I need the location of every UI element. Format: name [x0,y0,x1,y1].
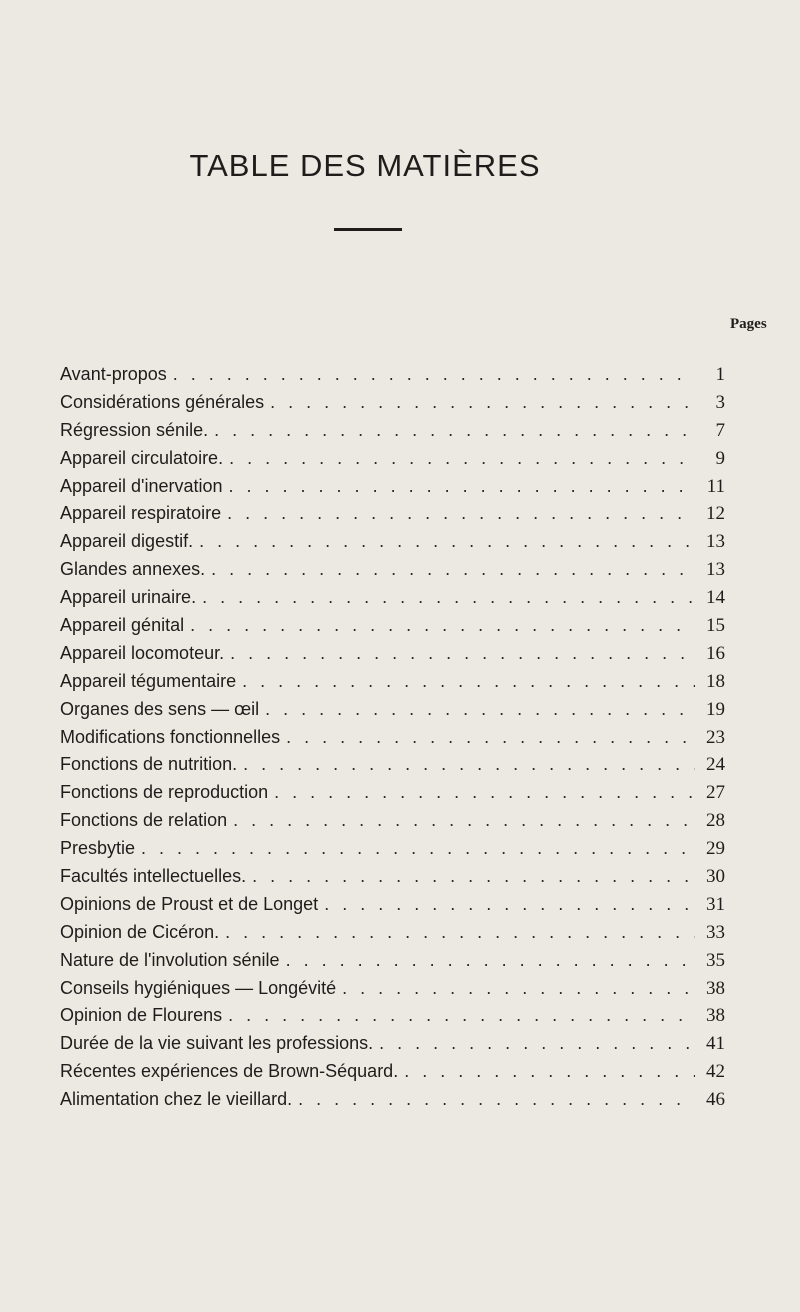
dot-leader [229,476,695,497]
toc-entry-page: 1 [715,364,725,385]
toc-entry-page: 33 [706,921,725,943]
toc-entry-title: Modifications fonctionnelles [60,726,281,747]
toc-entry [60,559,725,587]
dot-leader [225,922,695,943]
toc-entry [60,782,725,810]
toc-entry-title: Opinion de Cicéron. [60,921,220,942]
toc-entry-title: Durée de la vie suivant les professions. [60,1033,374,1054]
toc-entry-page: 3 [715,391,725,413]
toc-entry [60,1061,725,1089]
toc-entry [60,727,725,755]
dot-leader [265,699,695,720]
dot-leader [252,866,695,887]
dot-leader [227,503,695,524]
toc-entry-page: 46 [706,1089,725,1111]
dot-leader [190,615,695,636]
toc-entry-page: 31 [706,893,725,915]
toc-entry-title: Considérations générales [60,391,265,412]
toc-entry-title: Glandes annexes. [60,559,206,580]
dot-leader [202,587,695,608]
toc-entry [60,810,725,838]
toc-entry [60,476,725,504]
toc-entry-page: 16 [706,642,725,664]
toc-entry-title: Alimentation chez le vieillard. [60,1089,293,1110]
toc-entry-title: Régression sénile. [60,419,209,440]
toc-entry-page: 42 [706,1061,725,1083]
toc-entry [60,364,725,392]
dot-leader [173,364,695,385]
toc-entry [60,531,725,559]
toc-entry [60,950,725,978]
toc-entry [60,587,725,615]
toc-entry [60,420,725,448]
toc-entry [60,699,725,727]
dot-leader [242,671,695,692]
toc-entry-page: 11 [706,475,725,497]
page-title: TABLE DES MATIÈRES [189,148,541,183]
toc-entry [60,922,725,950]
toc-entry-title: Avant-propos [60,364,167,384]
dot-leader [243,754,695,775]
dot-leader [298,1089,695,1110]
toc-entry-page: 15 [706,615,725,637]
toc-entry-page: 18 [706,670,725,692]
dot-leader [286,950,695,971]
toc-entry-title: Appareil digestif. [60,531,194,552]
toc-entry-page: 13 [706,531,725,553]
title-rule [334,228,402,231]
toc-entry-page: 35 [706,949,725,971]
toc-entry-page: 7 [715,419,725,441]
toc-entry-title: Appareil génital [60,615,185,636]
dot-leader [199,531,695,552]
toc-entry-title: Presbytie [60,838,136,859]
dot-leader [214,420,695,441]
table-of-contents [60,364,725,1117]
toc-entry-title: Fonctions de reproduction [60,782,269,803]
toc-entry-page: 9 [715,447,725,469]
toc-entry-page: 29 [706,838,725,860]
dot-leader [233,810,695,831]
toc-entry-title: Appareil respiratoire [60,503,222,524]
toc-entry [60,1005,725,1033]
dot-leader [230,643,695,664]
toc-entry-page: 23 [706,726,725,748]
dot-leader [404,1061,695,1082]
dot-leader [141,838,695,859]
toc-entry-title: Conseils hygiéniques — Longévité [60,977,337,998]
toc-entry-page: 38 [706,977,725,999]
toc-entry-title: Appareil circulatoire. [60,447,224,468]
dot-leader [286,727,695,748]
toc-entry [60,754,725,782]
dot-leader [228,1005,695,1026]
toc-entry [60,448,725,476]
toc-entry-title: Appareil urinaire. [60,587,197,608]
toc-entry [60,866,725,894]
pages-column-label: Pages [730,316,767,332]
toc-entry-title: Appareil locomoteur. [60,642,225,663]
toc-entry [60,671,725,699]
toc-entry-page: 24 [706,754,725,776]
toc-entry [60,392,725,420]
toc-entry-page: 28 [706,810,725,832]
toc-entry-page: 12 [706,503,725,525]
dot-leader [379,1033,695,1054]
toc-entry-page: 27 [706,782,725,804]
toc-entry-title: Opinions de Proust et de Longet [60,893,319,914]
toc-entry-title: Nature de l'involution sénile [60,949,280,970]
toc-entry [60,615,725,643]
dot-leader [342,978,695,999]
toc-entry-page: 38 [706,1005,725,1027]
toc-entry [60,503,725,531]
toc-entry-title: Appareil d'inervation [60,475,223,496]
toc-entry-page: 14 [706,587,725,609]
toc-entry [60,643,725,671]
toc-entry [60,838,725,866]
toc-entry-page: 19 [706,698,725,720]
toc-entry-title: Fonctions de relation [60,810,228,831]
dot-leader [211,559,695,580]
toc-entry [60,1033,725,1061]
toc-entry-page: 30 [706,866,725,888]
dot-leader [324,894,695,915]
toc-entry-page: 13 [706,559,725,581]
toc-entry [60,1089,725,1117]
dot-leader [274,782,695,803]
toc-entry [60,894,725,922]
toc-entry [60,978,725,1006]
toc-entry-page: 41 [706,1033,725,1055]
toc-entry-title: Opinion de Flourens [60,1005,223,1026]
toc-entry-title: Appareil tégumentaire [60,670,237,691]
dot-leader [270,392,695,413]
toc-entry-title: Fonctions de nutrition. [60,754,238,775]
toc-entry-title: Facultés intellectuelles. [60,866,247,887]
toc-entry-title: Organes des sens — œil [60,698,260,719]
dot-leader [229,448,695,469]
toc-entry-title: Récentes expériences de Brown-Séquard. [60,1061,399,1082]
